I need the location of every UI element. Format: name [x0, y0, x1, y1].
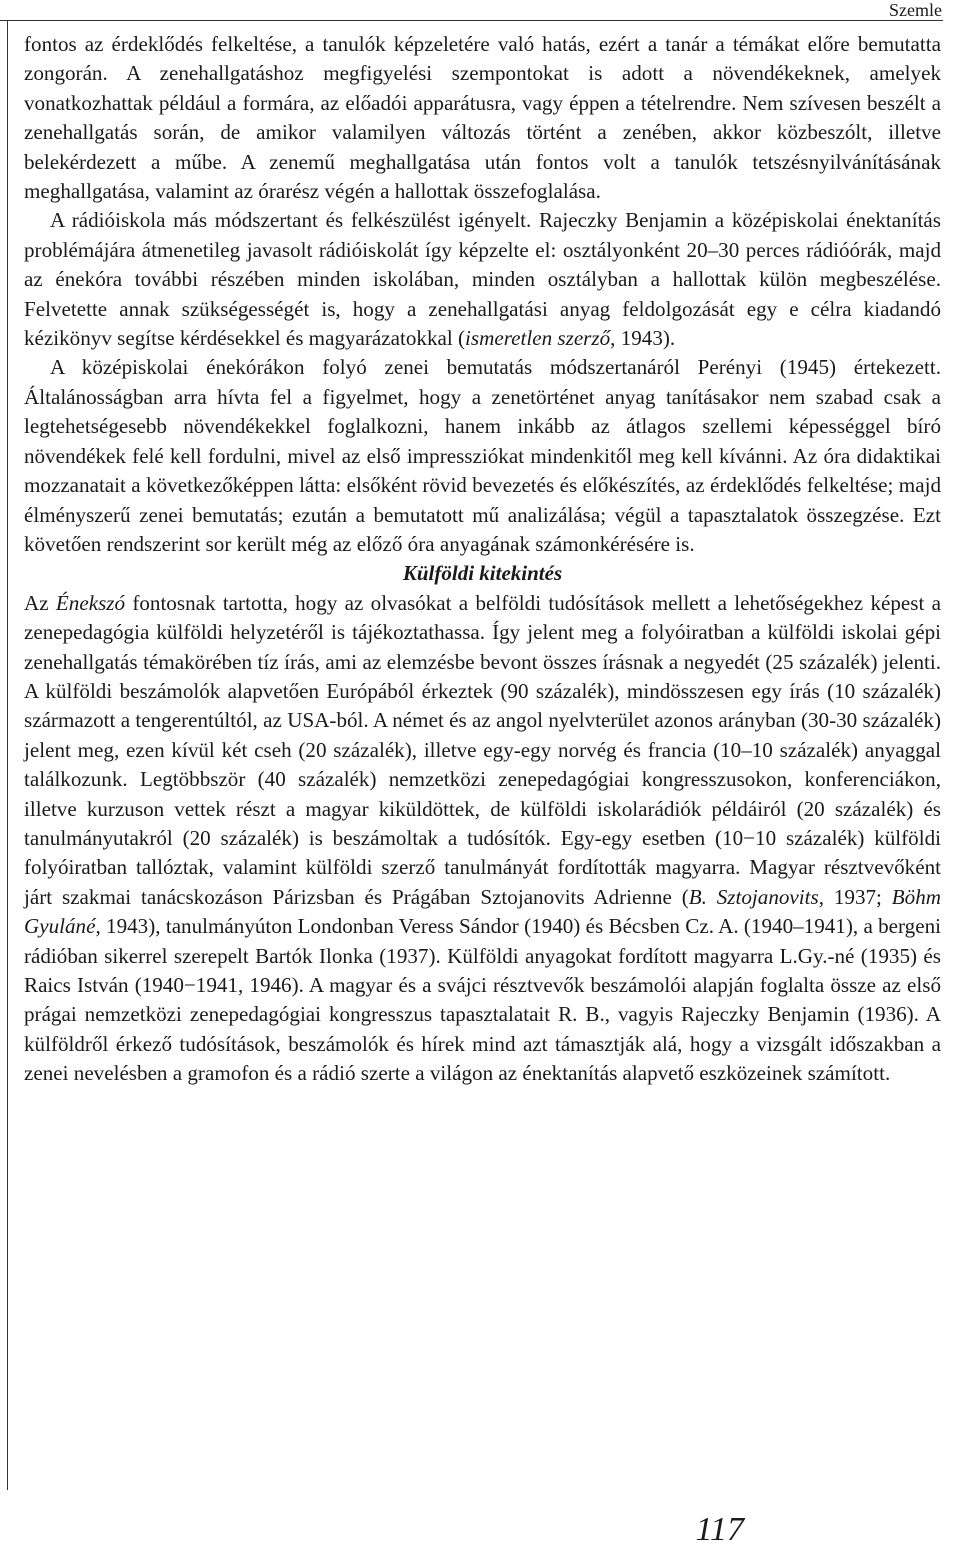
header-divider — [0, 20, 943, 21]
text-column — [24, 30, 941, 1089]
journal-title: Énekszó — [55, 590, 126, 615]
paragraph-text: , 1937; — [818, 884, 892, 909]
citation-author: Böhm Gyuláné — [24, 884, 942, 939]
paragraph: A középiskolai énekórákon folyó zenei bemutatás módszertanáról Perényi (1945) értekezett. Általánosságban arra hívta fel a figyelmet, hogy a zenetörténet anyag tanításakor nem szabad csak a legtehetségesebb növendékekkel foglalkozni, hanem inkább az átlagos szellemi képességgel bíró növendékek felé kell fordulni, mivel az első impressziókat mindenkitől meg kell kívánni. Az óra didaktikai mozzanatait a következőképpen látta: elsőként rövid bevezetés és előkészítés, az érdeklődés felkeltése; majd élményszerű zenei bemutatás; ezután a bemutatott mű analizálása; végül a tapasztalatok összegzése. Ezt követően rendszerint sor került még az előző óra anyagának számonkérésére is. — [24, 355, 941, 556]
paragraph-text: , 1943), tanulmányúton Londonban Veress Sándor (1940) és Bécsben Cz. A. (1940–1941), a bergeni rádióban sikerrel szerepelt Bartók Ilonka (1937). Külföldi anyagokat fordított magyarra L.Gy.-né (1935) és Raics István (1940−1941, 1946). A magyar és a svájci résztvevők beszámolói alapján foglalta össze az első prágai nemzetközi zenepedagógiai kongresszus tapasztalatait R. B., vagyis Rajeczky Benjamin (1936). A külföldről érkező tudósítások, beszámolók és hírek mind azt támasztják alá, hogy a vizsgált időszakban a zenei nevelésben a gramofon és a rádió szerte a világon az énektanítás alapvető eszközeinek számított. — [24, 914, 941, 1086]
paragraph — [24, 206, 941, 353]
citation-author: ismeretlen szerző — [465, 326, 611, 351]
running-header: Szemle — [889, 0, 942, 20]
citation-author: B. Sztojanovits — [688, 884, 819, 909]
section-heading: Külföldi kitekintés — [402, 561, 563, 586]
paragraph-text: A rádióiskola más módszertant és felkészülést igényelt. Rajeczky Benjamin a középiskolai énektanítás problémájára átmenetileg javasolt rádióiskolát így képzelte el: osztályonként 20–30 perces rádióórák, majd az énekóra további részében minden iskolában, minden osztályban a hallottak külön megbeszélése. Felvetette annak szükségességét is, hogy a zenehallgatási anyag feldolgozását egy e célra kiadandó kézikönyv segítse kérdésekkel és magyarázatokkal ( — [24, 208, 941, 351]
paragraph-text: , 1943). — [610, 326, 676, 351]
page-number: 117 — [695, 1511, 744, 1548]
paragraph-text: Az — [24, 590, 56, 615]
paragraph — [24, 589, 941, 1089]
left-margin-rule — [7, 20, 8, 1490]
paragraph-text: fontosnak tartotta, hogy az olvasókat a belföldi tudósítások mellett a lehetőségekhez képest a zenepedagógia külföldi helyzetéről is tájékoztathassa. Így jelent meg a folyóiratban a külföldi iskolai gépi zenehallgatás témakörében tíz írás, ami az elemzésbe bevont összes írásnak a negyedét (25 százalék) jelenti. A külföldi beszámolók alapvetően Európából érkeztek (90 százalék), mindösszesen egy írás (10 százalék) származott a tengerentúltól, az USA-ból. A német és az angol nyelvterület azonos arányban (30-30 százalék) jelent meg, ezen kívül két cseh (20 százalék), illetve egy-egy norvég és francia (10–10 százalék) anyaggal találkozunk. Legtöbbször (40 százalék) nemzetközi zenepedagógiai kongresszusokon, konferenciákon, illetve kurzuson vettek részt a magyar kiküldöttek, de külföldi iskolarádiók példáiról (20 százalék) és tanulmányutakról (20 százalék) is beszámoltak a tudósítók. Egy-egy esetben (10−10 százalék) külföldi folyóiratban tallóztak, valamint külföldi szerző tanulmányát fordították magyarra. Magyar résztvevőként járt szakmai tanácskozáson Párizsban és Prágában Sztojanovits Adrienne ( — [24, 590, 941, 909]
paragraph: fontos az érdeklődés felkeltése, a tanulók képzeletére való hatás, ezért a tanár a témákat előre bemutatta zongorán. A zenehallgatáshoz megfigyelési szempontokat is adott a növendékeknek, amelyek vonatkozhattak például a formára, az előadói apparátusra, vagy éppen a tételrendre. Nem szívesen beszélt a zenehallgatás során, de amikor valamilyen változás történt a zenében, akkor közbeszólt, illetve belekérdezett a műbe. A zenemű meghallgatása után fontos volt a tanulók tetszésnyilvánításának meghallgatása, valamint az órarész végén a hallottak összefoglalása. — [24, 32, 941, 204]
